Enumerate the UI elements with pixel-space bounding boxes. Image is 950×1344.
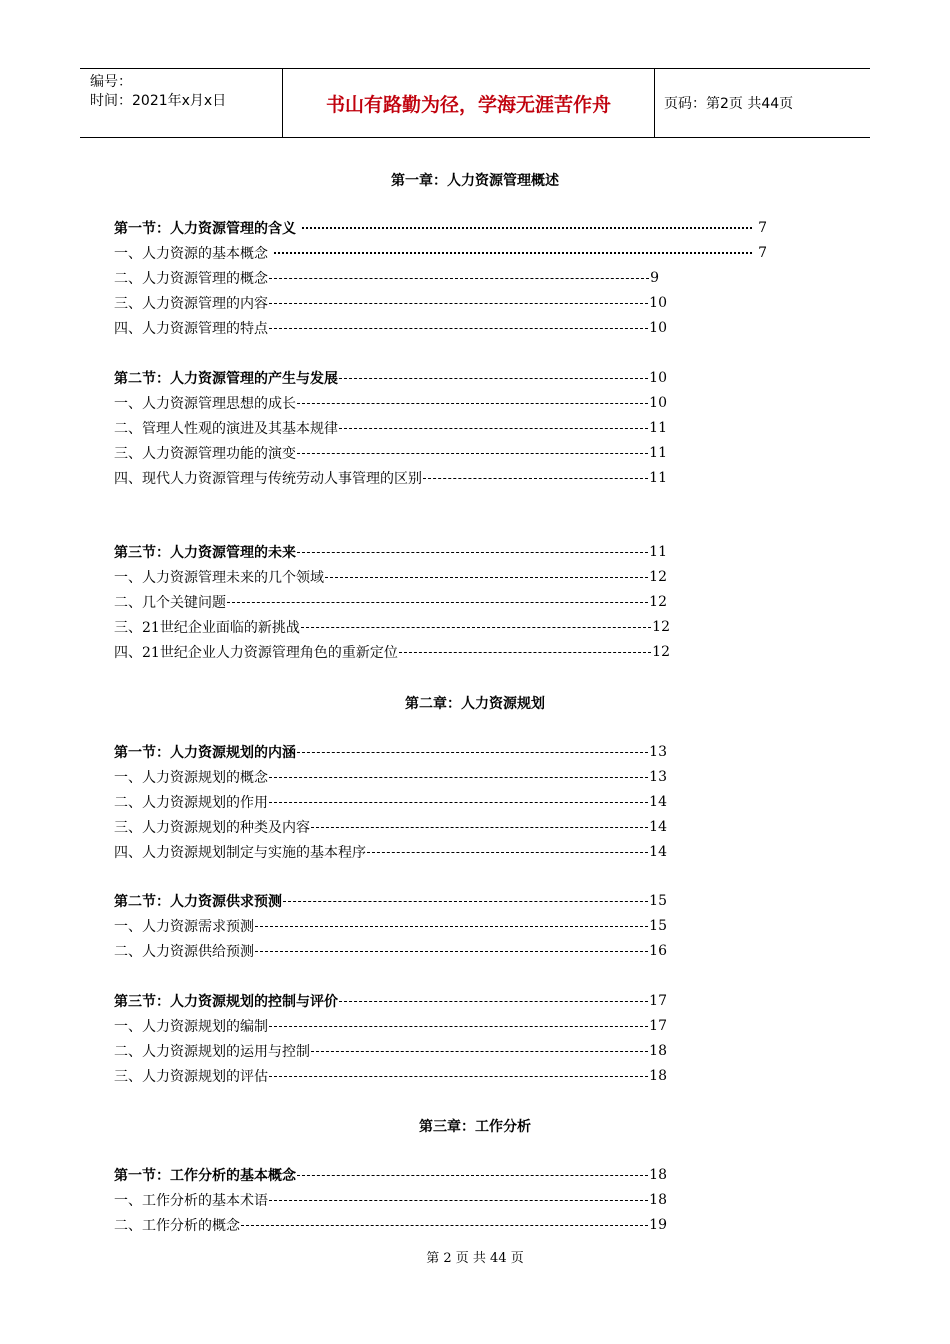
toc-item[interactable] bbox=[114, 393, 667, 413]
dash-leader bbox=[325, 577, 648, 578]
header-meta bbox=[80, 69, 282, 137]
dash-leader bbox=[311, 827, 648, 828]
doc-time-label: 时间：2021年x月x日 bbox=[90, 93, 227, 109]
toc-item-label: 二、管理人性观的演进及其基本规律 bbox=[114, 421, 338, 437]
toc-page-number: 9 bbox=[650, 270, 659, 286]
dash-leader bbox=[227, 602, 648, 603]
dash-leader bbox=[297, 403, 648, 404]
toc-item-label: 三、人力资源规划的种类及内容 bbox=[114, 820, 310, 836]
toc-item-label: 一、人力资源管理思想的成长 bbox=[114, 396, 296, 412]
dash-leader bbox=[297, 1175, 648, 1176]
toc-item-label: 四、人力资源管理的特点 bbox=[114, 321, 268, 337]
toc-page-number: 18 bbox=[649, 1043, 667, 1059]
toc-page-number: 18 bbox=[649, 1192, 667, 1208]
toc-item-label: 四、现代人力资源管理与传统劳动人事管理的区别 bbox=[114, 471, 422, 487]
toc-page-number: 17 bbox=[649, 1018, 667, 1034]
toc-section-2-3[interactable] bbox=[114, 991, 667, 1011]
toc-section-label: 第三节：人力资源管理的未来 bbox=[114, 545, 296, 561]
toc-item-label: 一、人力资源的基本概念 bbox=[114, 246, 268, 262]
dash-leader bbox=[297, 552, 648, 553]
toc-section-2-2[interactable] bbox=[114, 891, 667, 911]
toc-item-label: 三、人力资源规划的评估 bbox=[114, 1069, 268, 1085]
toc-item[interactable] bbox=[114, 916, 667, 936]
toc-item-label: 二、几个关键问题 bbox=[114, 595, 226, 611]
toc-section-label: 第三节：人力资源规划的控制与评价 bbox=[114, 994, 338, 1010]
dash-leader bbox=[269, 1076, 648, 1077]
dot-leader bbox=[274, 252, 752, 254]
toc-page-number: 12 bbox=[652, 644, 670, 660]
toc-page-number: 10 bbox=[649, 395, 667, 411]
toc-page-number: 11 bbox=[649, 544, 667, 560]
toc-section-1-1[interactable] bbox=[114, 218, 767, 238]
toc-item[interactable] bbox=[114, 792, 667, 812]
dash-leader bbox=[339, 428, 648, 429]
toc-item[interactable] bbox=[114, 268, 659, 288]
toc-page-number: 14 bbox=[649, 794, 667, 810]
toc-item[interactable] bbox=[114, 293, 667, 313]
toc-item[interactable] bbox=[114, 1041, 667, 1061]
dash-leader bbox=[283, 901, 648, 902]
header-motto: 书山有路勤为径，学海无涯苦作舟 bbox=[282, 69, 655, 137]
toc-item-label: 二、人力资源供给预测 bbox=[114, 944, 254, 960]
page-header bbox=[80, 68, 870, 138]
dash-leader bbox=[269, 777, 648, 778]
toc-section-1-3[interactable] bbox=[114, 542, 667, 562]
toc-section-label: 第一节：人力资源规划的内涵 bbox=[114, 745, 296, 761]
toc-item-label: 二、人力资源规划的作用 bbox=[114, 795, 268, 811]
toc-item[interactable] bbox=[114, 592, 667, 612]
toc-page-number: 11 bbox=[649, 470, 667, 486]
toc-page-number: 7 bbox=[758, 220, 767, 236]
toc-page-number: 14 bbox=[649, 819, 667, 835]
toc-page-number: 11 bbox=[649, 420, 667, 436]
toc-item-label: 一、人力资源需求预测 bbox=[114, 919, 254, 935]
toc-section-1-2[interactable] bbox=[114, 368, 667, 388]
toc-item-label: 三、21世纪企业面临的新挑战 bbox=[114, 620, 300, 636]
toc-page-number: 16 bbox=[649, 943, 667, 959]
dash-leader bbox=[241, 1225, 648, 1226]
toc-section-label: 第二节：人力资源供求预测 bbox=[114, 894, 282, 910]
toc-page-number: 12 bbox=[649, 594, 667, 610]
toc-item-label: 三、人力资源管理功能的演变 bbox=[114, 446, 296, 462]
toc-section-label: 第一节：人力资源管理的含义 bbox=[114, 221, 296, 237]
toc-page-number: 10 bbox=[649, 370, 667, 386]
toc-page-number: 15 bbox=[649, 893, 667, 909]
toc-page-number: 17 bbox=[649, 993, 667, 1009]
toc-item[interactable] bbox=[114, 443, 667, 463]
dash-leader bbox=[269, 328, 648, 329]
dash-leader bbox=[269, 1200, 648, 1201]
toc-item[interactable] bbox=[114, 1066, 667, 1086]
toc-item-label: 一、工作分析的基本术语 bbox=[114, 1193, 268, 1209]
dash-leader bbox=[399, 652, 651, 653]
toc-item[interactable] bbox=[114, 642, 670, 662]
toc-item-label: 四、21世纪企业人力资源管理角色的重新定位 bbox=[114, 645, 398, 661]
dash-leader bbox=[301, 627, 651, 628]
chapter-3-title: 第三章：工作分析 bbox=[419, 1119, 531, 1135]
toc-item[interactable] bbox=[114, 468, 667, 488]
dash-leader bbox=[255, 926, 648, 927]
toc-page-number: 14 bbox=[649, 844, 667, 860]
toc-page-number: 12 bbox=[652, 619, 670, 635]
toc-item[interactable] bbox=[114, 941, 667, 961]
toc-item[interactable] bbox=[114, 1016, 667, 1036]
toc-section-label: 第一节：工作分析的基本概念 bbox=[114, 1168, 296, 1184]
toc-page-number: 18 bbox=[649, 1068, 667, 1084]
dash-leader bbox=[297, 752, 648, 753]
dash-leader bbox=[269, 1026, 648, 1027]
dash-leader bbox=[423, 478, 648, 479]
header-page-info: 页码：第2页 共44页 bbox=[664, 96, 794, 112]
toc-item[interactable] bbox=[114, 817, 667, 837]
dash-leader bbox=[255, 951, 648, 952]
toc-item-label: 四、人力资源规划制定与实施的基本程序 bbox=[114, 845, 366, 861]
toc-item[interactable] bbox=[114, 1190, 667, 1210]
toc-item-label: 一、人力资源规划的概念 bbox=[114, 770, 268, 786]
toc-page-number: 19 bbox=[649, 1217, 667, 1233]
dash-leader bbox=[269, 802, 648, 803]
dash-leader bbox=[269, 278, 649, 279]
chapter-1-title: 第一章：人力资源管理概述 bbox=[391, 173, 559, 189]
toc-item-label: 三、人力资源管理的内容 bbox=[114, 296, 268, 312]
toc-item[interactable] bbox=[114, 243, 767, 263]
toc-item[interactable] bbox=[114, 567, 667, 587]
toc-page-number: 13 bbox=[649, 744, 667, 760]
toc-item[interactable] bbox=[114, 842, 667, 862]
toc-page-number: 12 bbox=[649, 569, 667, 585]
toc-section-3-1[interactable] bbox=[114, 1165, 667, 1185]
toc-page-number: 11 bbox=[649, 445, 667, 461]
dash-leader bbox=[269, 303, 648, 304]
toc-page-number: 7 bbox=[758, 245, 767, 261]
dash-leader bbox=[339, 378, 648, 379]
toc-item[interactable] bbox=[114, 1215, 667, 1235]
page-footer: 第 2 页 共 44 页 bbox=[426, 1251, 524, 1266]
toc-item[interactable] bbox=[114, 318, 667, 338]
toc-page-number: 10 bbox=[649, 295, 667, 311]
toc-section-2-1[interactable] bbox=[114, 742, 667, 762]
toc-page-number: 10 bbox=[649, 320, 667, 336]
toc-page-number: 15 bbox=[649, 918, 667, 934]
toc-section-label: 第二节：人力资源管理的产生与发展 bbox=[114, 371, 338, 387]
dash-leader bbox=[339, 1001, 648, 1002]
dot-leader bbox=[302, 227, 752, 229]
toc-item-label: 二、工作分析的概念 bbox=[114, 1218, 240, 1234]
toc-page-number: 13 bbox=[649, 769, 667, 785]
doc-number-label: 编号： bbox=[90, 74, 132, 90]
dash-leader bbox=[367, 852, 648, 853]
chapter-2-title: 第二章：人力资源规划 bbox=[405, 696, 545, 712]
dash-leader bbox=[311, 1051, 648, 1052]
toc-item-label: 二、人力资源管理的概念 bbox=[114, 271, 268, 287]
toc-page-number: 18 bbox=[649, 1167, 667, 1183]
toc-item[interactable] bbox=[114, 617, 670, 637]
toc-item-label: 一、人力资源管理未来的几个领域 bbox=[114, 570, 324, 586]
toc-item[interactable] bbox=[114, 418, 667, 438]
toc-item[interactable] bbox=[114, 767, 667, 787]
dash-leader bbox=[297, 453, 648, 454]
toc-item-label: 二、人力资源规划的运用与控制 bbox=[114, 1044, 310, 1060]
toc-item-label: 一、人力资源规划的编制 bbox=[114, 1019, 268, 1035]
